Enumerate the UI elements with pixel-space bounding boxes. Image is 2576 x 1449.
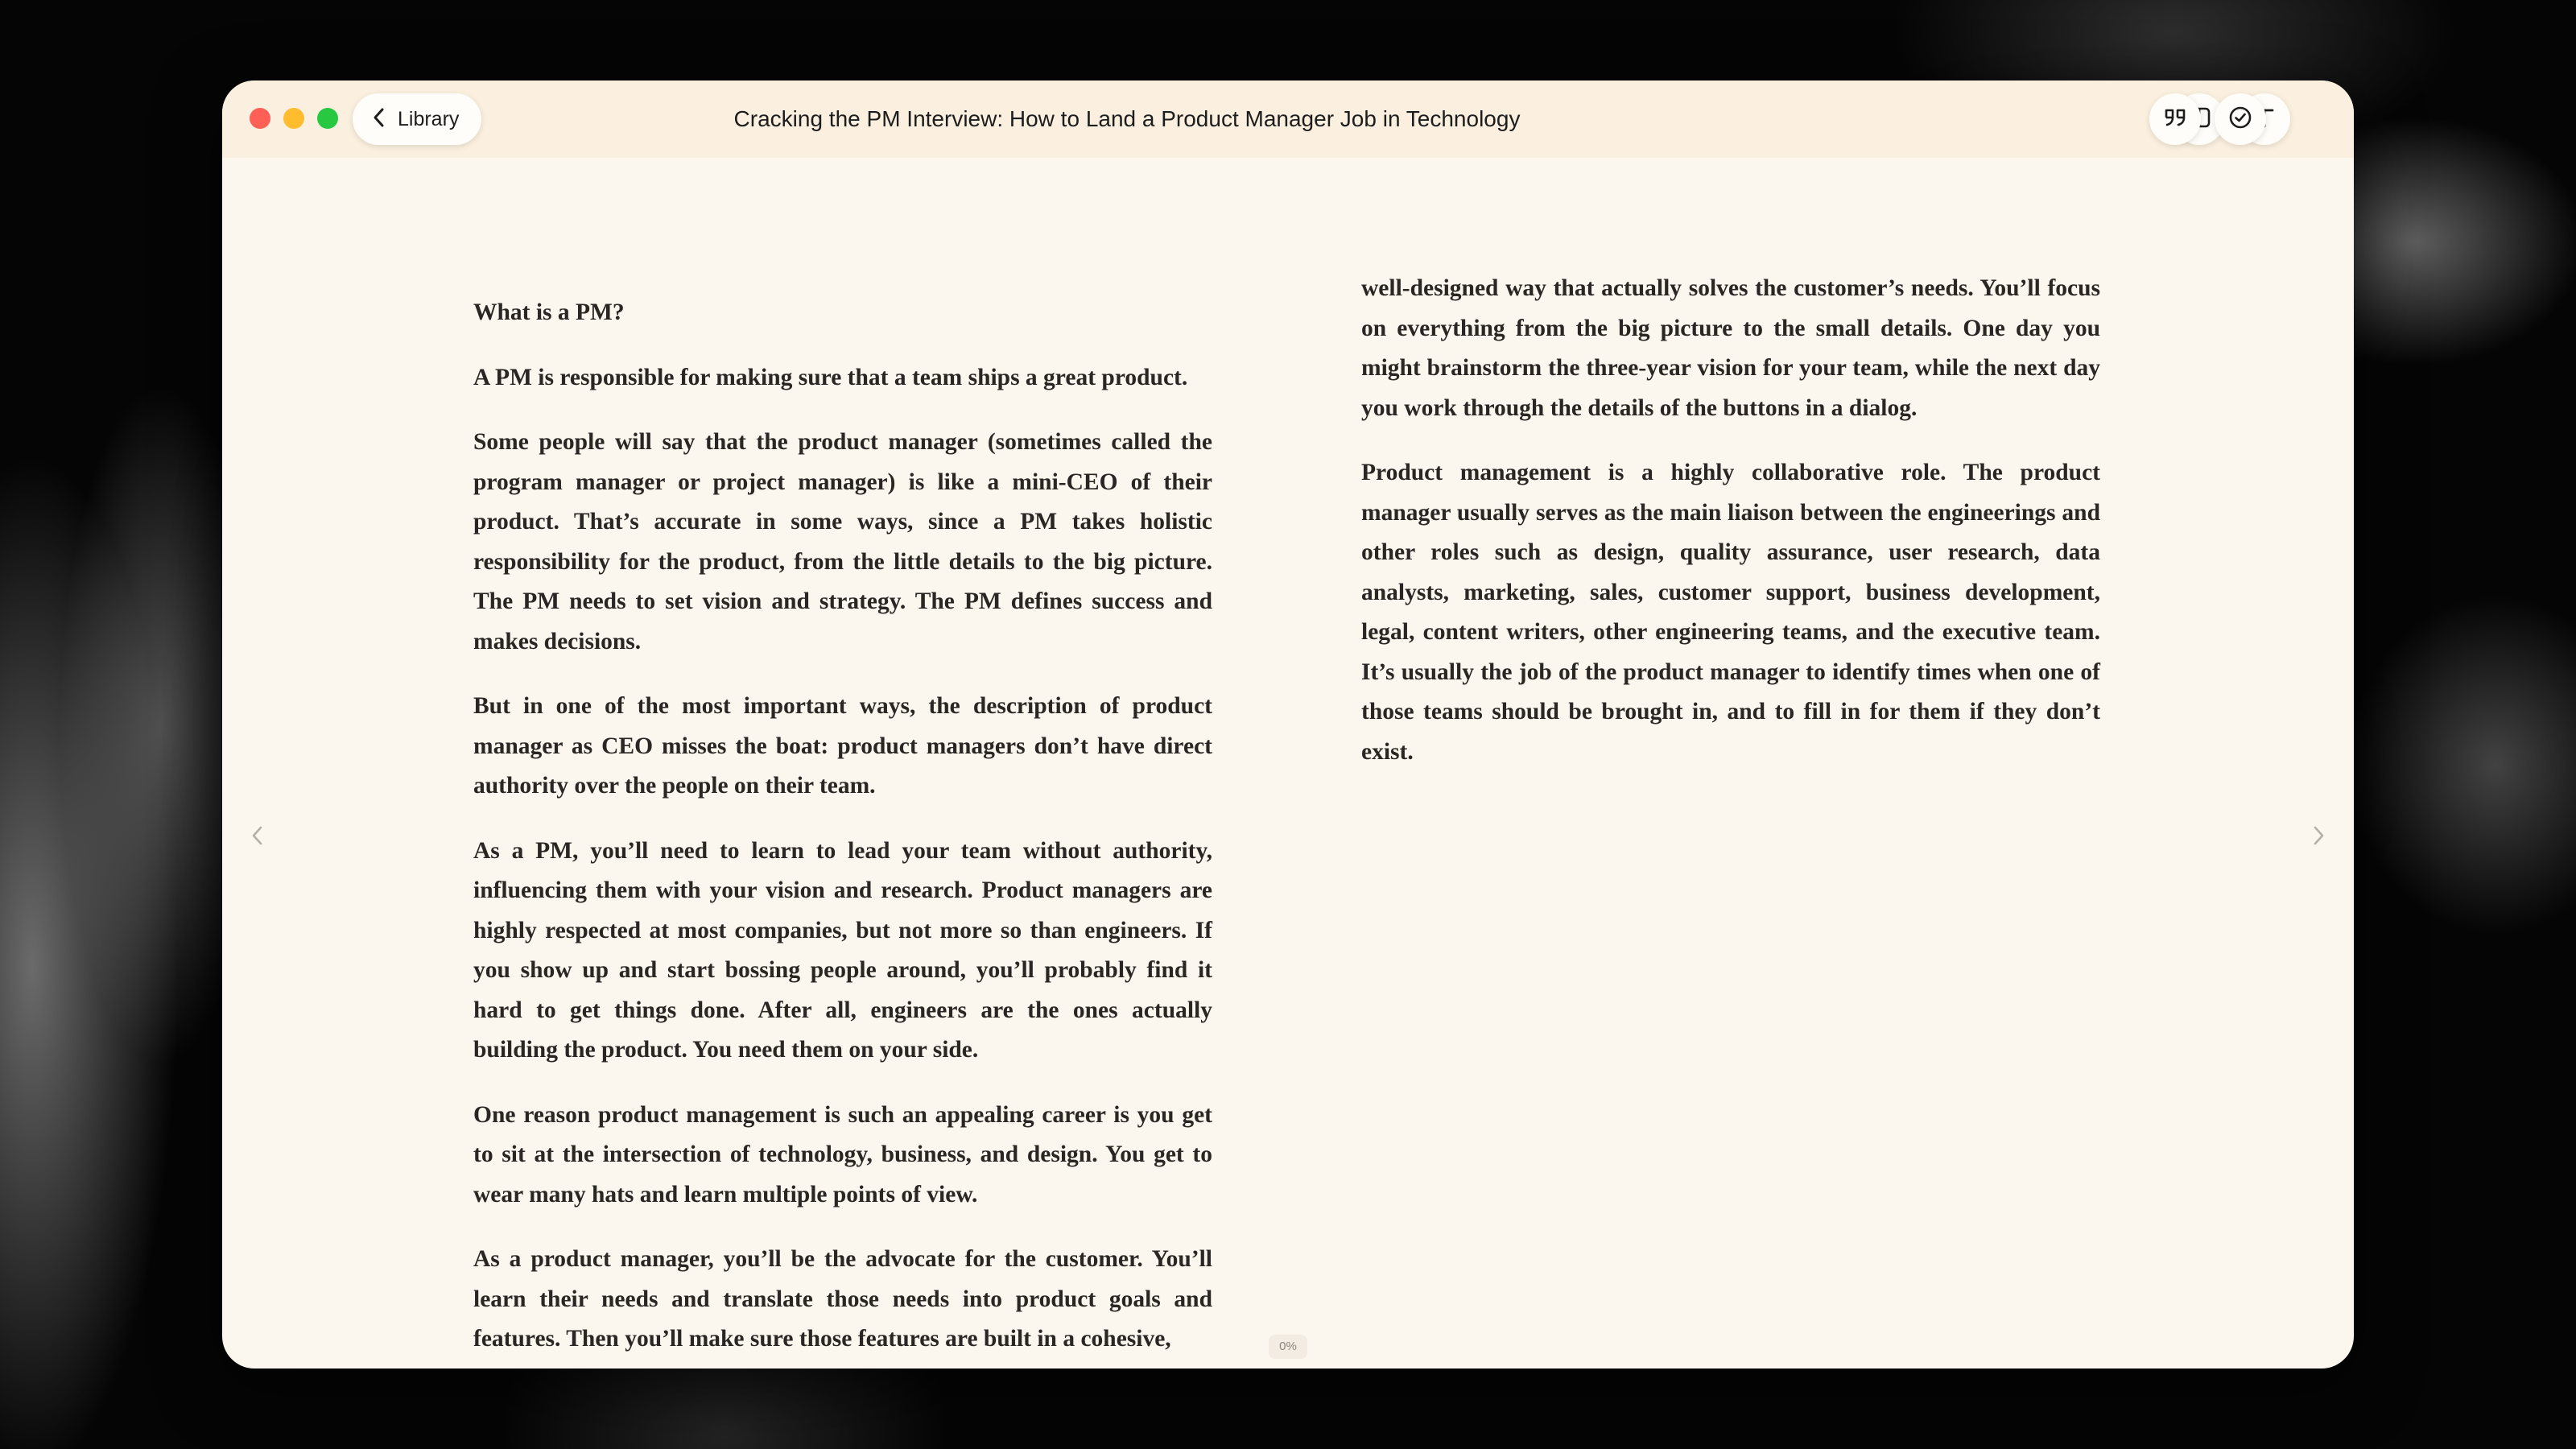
minimize-window-button[interactable]	[283, 108, 304, 129]
mark-complete-button[interactable]	[2215, 93, 2266, 145]
chevron-left-icon	[250, 823, 266, 852]
reader-window	[222, 80, 2354, 1368]
library-back-label: Library	[398, 107, 460, 130]
reading-progress-indicator: 0%	[1269, 1335, 1307, 1359]
paragraph: Product management is a highly collaborative role. The product manager usually serves as the main liaison between the engineerings and other roles such as design, quality assurance, user research, data analysts, marketing, sales, customer support, business development, legal, content writers, other engineering teams, and the executive team. It’s usually the job of the product manager to identify times when one of those teams should be brought in, and to fill in for them if they don’t exist.	[1361, 460, 2100, 765]
left-page	[473, 293, 1212, 1368]
paragraph: But in one of the most important ways, the description of product manager as CEO misses the boat: product managers don’t have direct authority over the people on their team.	[473, 693, 1212, 799]
paragraph: As a PM, you’ll need to learn to lead your team without authority, influencing them with your vision and research. Product managers are highly respected at most companies, but not more so than engineers. If you show up and start bossing people around, you’ll probably find it hard to get things done. After all, engineers are the ones actually building the product. You need them on your side.	[473, 837, 1212, 1063]
paragraph: One reason product management is such an appealing career is you get to sit at the intersection of technology, business, and design. You get to wear many hats and learn multiple points of view.	[473, 1101, 1212, 1208]
title-bar	[222, 80, 2354, 158]
zoom-window-button[interactable]	[317, 108, 338, 129]
paragraph: A PM is responsible for making sure that a team ships a great product.	[473, 364, 1188, 390]
section-heading: What is a PM?	[473, 299, 625, 325]
previous-page-button[interactable]	[242, 821, 274, 853]
book-title: Cracking the PM Interview: How to Land a Product Manager Job in Technology	[733, 106, 1521, 131]
right-page	[1361, 269, 2100, 797]
quote-button[interactable]	[2149, 93, 2201, 145]
quote-icon	[2162, 105, 2188, 134]
paragraph: well-designed way that actually solves the customer’s needs. You’ll focus on everything from the big picture to the small details. One day you might brainstorm the three-year vision for your team, while the next day you work through the details of the buttons in a dialog.	[1361, 275, 2100, 421]
close-window-button[interactable]	[250, 108, 270, 129]
paragraph: As a product manager, you’ll be the advocate for the customer. You’ll learn their needs and translate those needs into product goals and features. Then you’ll make sure those features are built in a cohesive,	[473, 1246, 1212, 1352]
chevron-right-icon	[2310, 823, 2326, 852]
check-circle-icon	[2227, 105, 2253, 134]
paragraph: Some people will say that the product manager (sometimes called the program manager or project manager) is like a mini-CEO of their product. That’s accurate in some ways, since a PM takes holistic responsibility for the product, from the little details to the big picture. The PM needs to set vision and strategy. The PM defines success and makes decisions.	[473, 429, 1212, 654]
library-back-button[interactable]	[353, 93, 481, 145]
chevron-left-icon	[372, 107, 386, 132]
next-page-button[interactable]	[2302, 821, 2334, 853]
